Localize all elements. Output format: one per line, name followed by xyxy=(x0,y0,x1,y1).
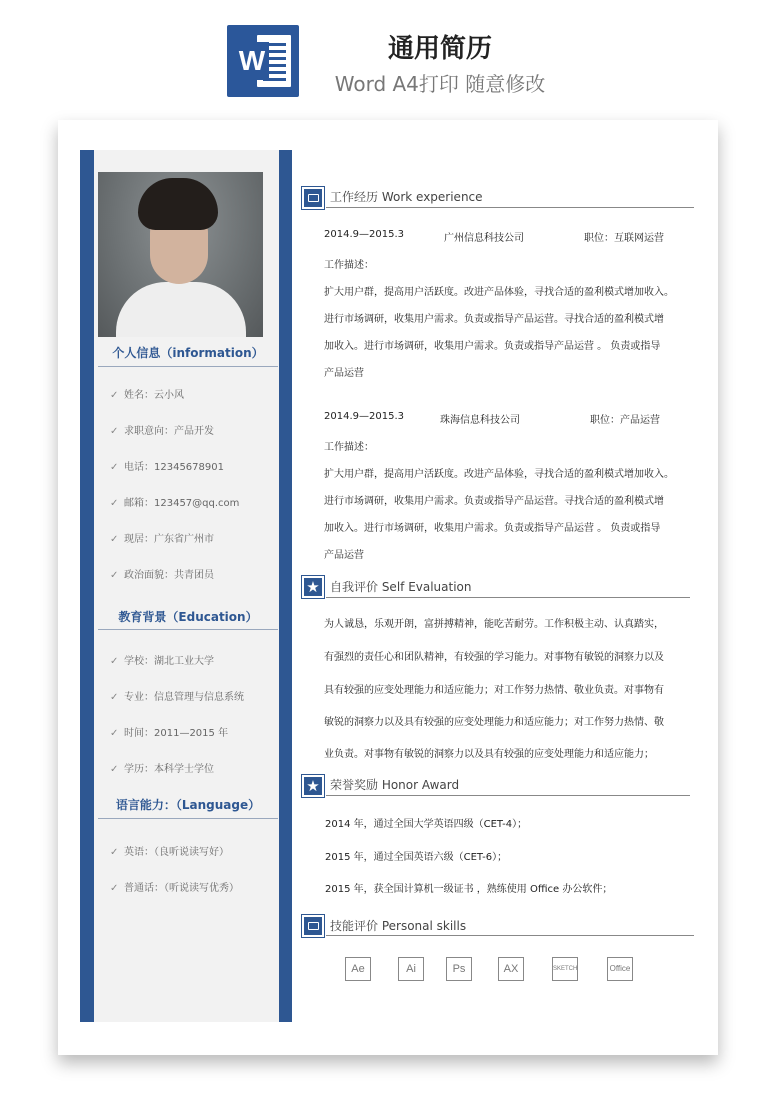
sidebar-accent-left xyxy=(80,150,94,1022)
check-icon: ✓ xyxy=(110,883,119,894)
check-icon: ✓ xyxy=(110,692,119,703)
self-eval-line: 敏锐的洞察力以及具有较强的应变处理能力和适应能力；对工作努力热情、敬 xyxy=(324,717,664,728)
education-item-major: ✓ 专业：信息管理与信息系统 xyxy=(110,692,244,703)
self-eval-line: 具有较强的应变处理能力和适应能力；对工作努力热情、敬业负责。对事物有 xyxy=(324,685,664,696)
job-desc-line: 产品运营 xyxy=(324,550,364,561)
illustrator-icon: Ai xyxy=(398,957,424,981)
check-icon: ✓ xyxy=(110,426,119,437)
divider xyxy=(326,935,694,936)
check-icon: ✓ xyxy=(110,534,119,545)
personal-item-email: ✓ 邮箱：123457@qq.com xyxy=(110,498,240,509)
page-title: 通用简历 xyxy=(387,34,492,64)
education-item-time: ✓ 时间：2011—2015 年 xyxy=(110,728,229,739)
self-eval-line: 业负责。对事物有敏锐的洞察力以及具有较强的应变处理能力和适应能力； xyxy=(324,749,654,760)
divider xyxy=(326,597,690,598)
education-item-degree: ✓ 学历：本科学士学位 xyxy=(110,764,214,775)
language-item-mandarin: ✓ 普通话：（听说读写优秀） xyxy=(110,883,239,894)
folder-icon xyxy=(302,187,324,209)
job-period: 2014.9—2015.3 xyxy=(324,229,404,240)
job-company: 珠海信息科技公司 xyxy=(440,415,520,426)
personal-item-intent: ✓ 求职意向：产品开发 xyxy=(110,426,214,437)
axure-icon: AX xyxy=(498,957,524,981)
education-heading: 教育背景（Education） xyxy=(118,610,258,624)
honor-item: 2015 年，获全国计算机一级证书 ，熟练使用 Office 办公软件； xyxy=(325,884,613,895)
job-position: 职位：产品运营 xyxy=(590,415,660,426)
job-desc-line: 产品运营 xyxy=(324,368,364,379)
education-item-school: ✓ 学校：湖北工业大学 xyxy=(110,656,214,667)
honor-section-title: 荣誉奖励 Honor Award xyxy=(330,778,460,792)
job-desc-line: 进行市场调研，收集用户需求。负责或指导产品运营。寻找合适的盈利模式增 xyxy=(324,314,664,325)
check-icon: ✓ xyxy=(110,570,119,581)
check-icon: ✓ xyxy=(110,728,119,739)
after-effects-icon: Ae xyxy=(345,957,371,981)
folder-icon xyxy=(302,915,324,937)
work-section-title: 工作经历 Work experience xyxy=(330,190,483,204)
sidebar-accent-right xyxy=(279,150,292,1022)
check-icon: ✓ xyxy=(110,390,119,401)
honor-item: 2015 年，通过全国英语六级（CET-6）； xyxy=(325,852,508,863)
job-desc-label: 工作描述： xyxy=(324,260,374,271)
word-letter: W xyxy=(235,42,269,80)
job-desc-line: 扩大用户群，提高用户活跃度。改进产品体验，寻找合适的盈利模式增加收入。 xyxy=(324,469,674,480)
star-icon: ★ xyxy=(302,775,324,797)
divider xyxy=(98,366,278,367)
personal-item-name: ✓ 姓名：云小风 xyxy=(110,390,184,401)
resume-main xyxy=(300,150,692,1022)
page-header xyxy=(0,0,774,110)
check-icon: ✓ xyxy=(110,656,119,667)
job-desc-line: 进行市场调研，收集用户需求。负责或指导产品运营。寻找合适的盈利模式增 xyxy=(324,496,664,507)
personal-item-phone: ✓ 电话：12345678901 xyxy=(110,462,224,473)
job-period: 2014.9—2015.3 xyxy=(324,411,404,422)
job-desc-line: 加收入。进行市场调研，收集用户需求。负责或指导产品运营 。 负责或指导 xyxy=(324,341,661,352)
check-icon: ✓ xyxy=(110,498,119,509)
language-heading: 语言能力：（Language） xyxy=(115,798,261,812)
photoshop-icon: Ps xyxy=(446,957,472,981)
divider xyxy=(326,795,690,796)
personal-item-residence: ✓ 现居：广东省广州市 xyxy=(110,534,214,545)
check-icon: ✓ xyxy=(110,764,119,775)
divider xyxy=(326,207,694,208)
resume-sidebar xyxy=(80,150,292,1022)
job-desc-label: 工作描述： xyxy=(324,442,374,453)
profile-photo xyxy=(98,172,263,337)
sketch-icon: SKETCH xyxy=(552,957,578,981)
self-eval-title: 自我评价 Self Evaluation xyxy=(330,580,472,594)
personal-info-heading: 个人信息（information） xyxy=(112,346,264,360)
honor-item: 2014 年，通过全国大学英语四级（CET-4）； xyxy=(325,819,528,830)
skills-section-title: 技能评价 Personal skills xyxy=(330,919,467,933)
word-icon xyxy=(227,25,299,97)
personal-item-political: ✓ 政治面貌：共青团员 xyxy=(110,570,214,581)
self-eval-line: 为人诚恳，乐观开朗，富拼搏精神，能吃苦耐劳。工作积极主动、认真踏实， xyxy=(324,619,664,630)
divider xyxy=(98,629,278,630)
job-position: 职位：互联网运营 xyxy=(584,233,664,244)
language-item-english: ✓ 英语：（良听说读写好） xyxy=(110,847,229,858)
self-eval-line: 有强烈的责任心和团队精神，有较强的学习能力。对事物有敏锐的洞察力以及 xyxy=(324,652,664,663)
job-desc-line: 加收入。进行市场调研，收集用户需求。负责或指导产品运营 。 负责或指导 xyxy=(324,523,661,534)
divider xyxy=(98,818,278,819)
page-subtitle: Word A4打印 随意修改 xyxy=(334,72,546,96)
job-desc-line: 扩大用户群，提高用户活跃度。改进产品体验，寻找合适的盈利模式增加收入。 xyxy=(324,287,674,298)
office-icon: Office xyxy=(607,957,633,981)
star-icon: ★ xyxy=(302,576,324,598)
check-icon: ✓ xyxy=(110,462,119,473)
job-company: 广州信息科技公司 xyxy=(444,233,524,244)
check-icon: ✓ xyxy=(110,847,119,858)
